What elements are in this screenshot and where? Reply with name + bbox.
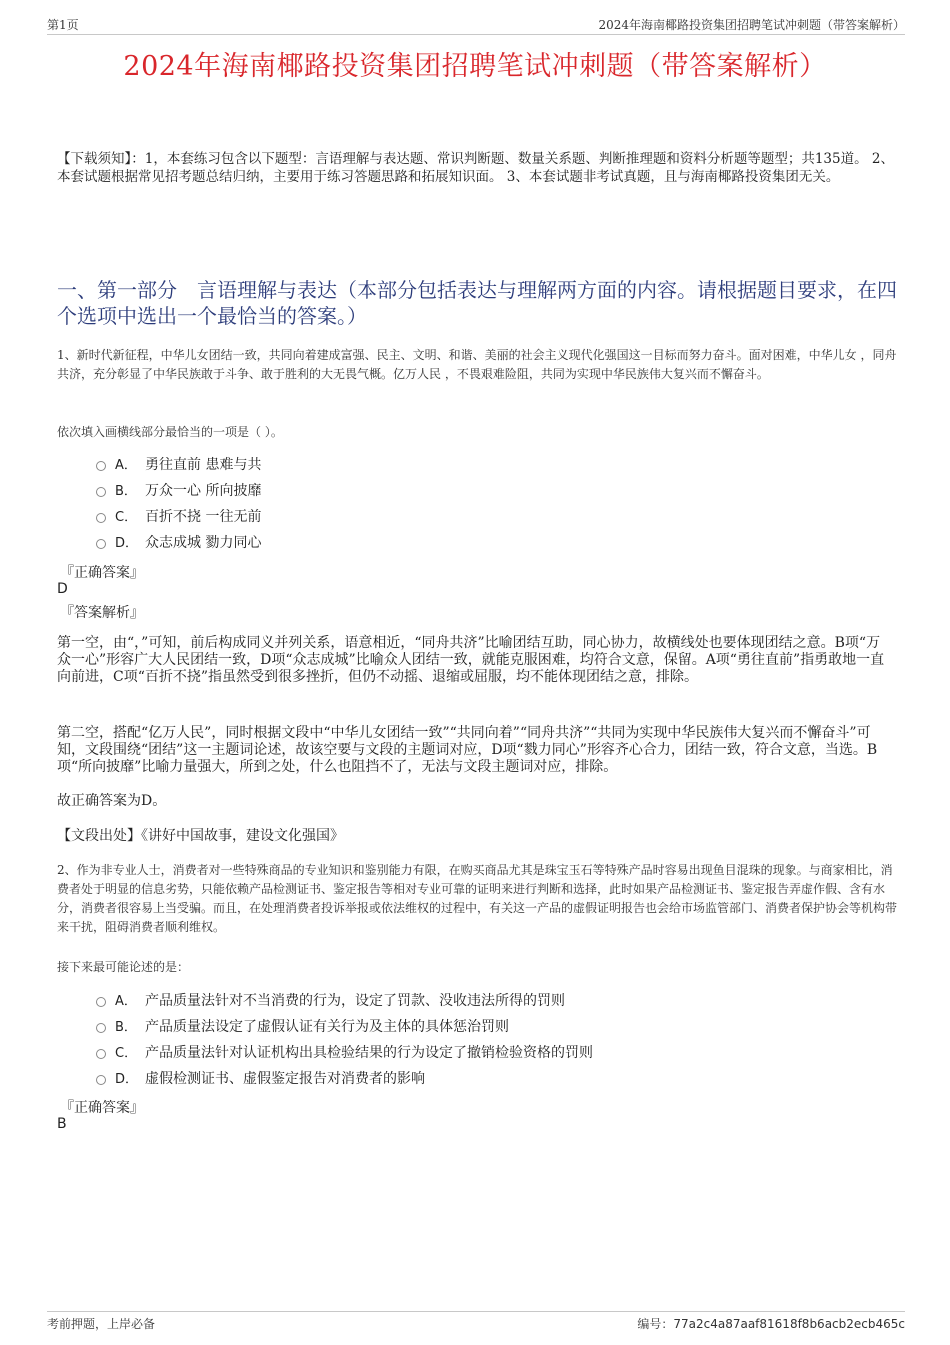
question-1-text: 1、新时代新征程，中华儿女团结一致，共同向着建成富强、民主、文明、和谐、美丽的社会主义现代化强国这一目标而努力奋斗。面对困难，中华儿女 ，同舟共济，充分彰显了中华民族敢于斗争、敢于胜利的大无畏气概。亿万人民 ，不畏艰难险阻，共同为实现中华民族伟大复兴而不懈奋斗。	[57, 348, 897, 381]
page-header	[47, 14, 905, 35]
radio-icon[interactable]	[96, 997, 106, 1007]
radio-icon[interactable]	[96, 461, 106, 471]
source-citation: 【文段出处】《讲好中国故事，建设文化强国》	[57, 828, 344, 844]
question-2-text: 2、作为非专业人士，消费者对一些特殊商品的专业知识和鉴别能力有限，在购买商品尤其是珠宝玉石等特殊产品时容易出现鱼目混珠的现象。与商家相比，消费者处于明显的信息劣势，只能依赖产品检测证书、鉴定报告等相对专业可靠的证明来进行判断和选择，此时如果产品检测证书、鉴定报告弄虚作假、含有水分，消费者很容易上当受骗。而且，在处理消费者投诉举报或依法维权的过程中，有关这一产品的虚假证明报告也会给市场监管部门、消费者保护协会等机构带来干扰，阻碍消费者顺利维权。	[57, 863, 898, 934]
option-b[interactable]: B． 产品质量法设定了虚假认证有关行为及主体的具体惩治罚则	[96, 1014, 593, 1040]
page-title: 2024年海南椰路投资集团招聘笔试冲刺题（带答案解析）	[123, 51, 827, 82]
radio-icon[interactable]	[96, 539, 106, 549]
download-notice: 【下载须知】：1，本套练习包含以下题型：言语理解与表达题、常识判断题、数量关系题、判断推理题和资料分析题等题型；共135道。 2、本套试题根据常见招考题总结归纳，主要用于练习答题思路和拓展知识面。 3、本套试题非考试真题，且与海南椰路投资集团无关。	[57, 151, 894, 185]
answer-label: 『正确答案』	[60, 565, 144, 581]
option-a[interactable]: A． 勇往直前 患难与共	[96, 452, 261, 478]
analysis-conclusion: 故正确答案为D。	[57, 793, 167, 809]
radio-icon[interactable]	[96, 1049, 106, 1059]
header-doc-title: 2024年海南椰路投资集团招聘笔试冲刺题（带答案解析）	[598, 18, 905, 32]
question-2-prompt: 接下来最可能论述的是：	[57, 960, 190, 974]
option-d[interactable]: D． 虚假检测证书、虚假鉴定报告对消费者的影响	[96, 1066, 593, 1092]
radio-icon[interactable]	[96, 1023, 106, 1033]
page-footer	[47, 1311, 905, 1332]
question-2-options	[96, 988, 593, 1092]
analysis-paragraph-1: 第一空，由“，”可知，前后构成同义并列关系，语意相近，“同舟共济”比喻团结互助，同心协力，故横线处也要体现团结之意。B项“万众一心”形容广大人民团结一致，D项“众志成城”比喻众人团结一致，就能克服困难，均符合文意，保留。A项“勇往直前”指勇敢地一直向前进，C项“百折不挠”指虽然受到很多挫折，但仍不动摇、退缩或屈服，均不能体现团结之意，排除。	[57, 635, 885, 685]
footer-code: 编号：77a2c4a87aaf81618f8b6acb2ecb465c	[637, 1317, 905, 1331]
question-1-options	[96, 452, 261, 556]
option-d[interactable]: D． 众志成城 勠力同心	[96, 530, 261, 556]
analysis-label: 『答案解析』	[60, 605, 144, 621]
analysis-paragraph-2: 第二空，搭配“亿万人民”，同时根据文段中“中华儿女团结一致”“共同向着”“同舟共济”“共同为实现中华民族伟大复兴而不懈奋斗”可知，文段围绕“团结”这一主题词论述，故该空要与文段的主题词对应，D项“戮力同心”形容齐心合力，团结一致，符合文意，当选。B项“所向披靡”比喻力量强大，所到之处，什么也阻挡不了，无法与文段主题词对应，排除。	[57, 725, 878, 775]
footer-slogan: 考前押题，上岸必备	[47, 1317, 156, 1331]
answer-label: 『正确答案』	[60, 1100, 144, 1116]
section-title: 一、第一部分 言语理解与表达（本部分包括表达与理解两方面的内容。请根据题目要求，在四个选项中选出一个最恰当的答案。）	[57, 278, 897, 328]
question-1-prompt: 依次填入画横线部分最恰当的一项是（ ）。	[57, 425, 283, 439]
answer-value: D	[57, 581, 68, 597]
radio-icon[interactable]	[96, 487, 106, 497]
radio-icon[interactable]	[96, 513, 106, 523]
option-a[interactable]: A． 产品质量法针对不当消费的行为，设定了罚款、没收违法所得的罚则	[96, 988, 593, 1014]
option-c[interactable]: C． 百折不挠 一往无前	[96, 504, 261, 530]
page-number: 第1页	[47, 18, 79, 32]
answer-value: B	[57, 1116, 67, 1132]
option-b[interactable]: B． 万众一心 所向披靡	[96, 478, 261, 504]
radio-icon[interactable]	[96, 1075, 106, 1085]
option-c[interactable]: C． 产品质量法针对认证机构出具检验结果的行为设定了撤销检验资格的罚则	[96, 1040, 593, 1066]
